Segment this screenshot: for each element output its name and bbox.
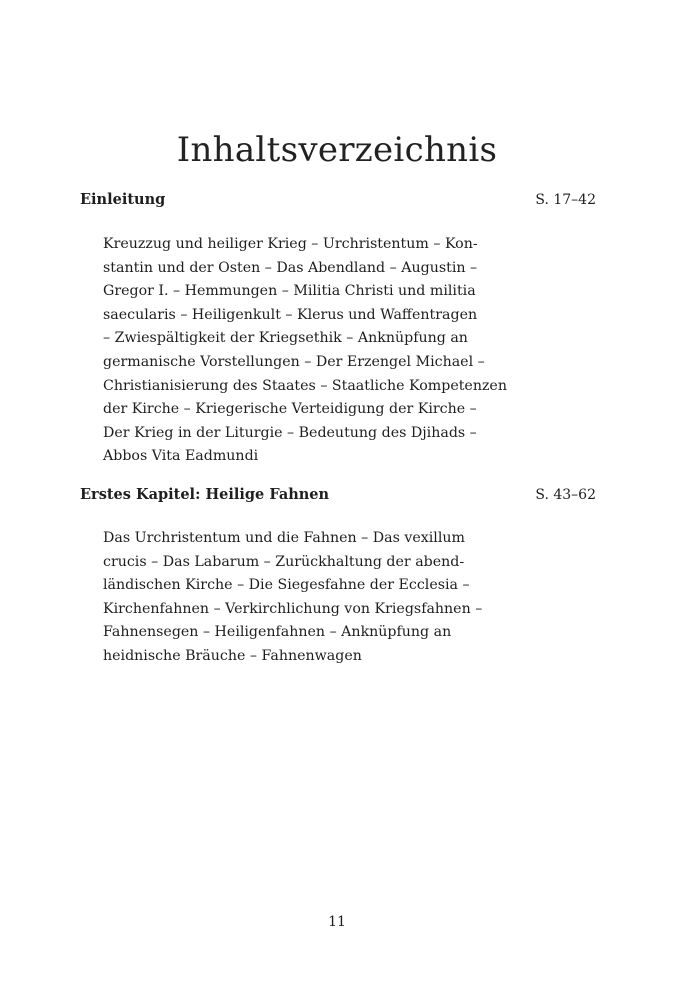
section-page-range: S. 43–62 [535,487,596,503]
summary-line: Christianisierung des Staates – Staatliche Kompetenzen [103,377,507,394]
summary-line: Abbos Vita Eadmundi [103,448,259,465]
section-page-range: S. 17–42 [535,192,596,208]
summary-line: ländischen Kirche – Die Siegesfahne der Ecclesia – [103,577,470,594]
section-title: Erstes Kapitel: Heilige Fahnen [80,486,330,503]
summary-line: Das Urchristentum und die Fahnen – Das vexillum [103,530,465,546]
summary-line: crucis – Das Labarum – Zurückhaltung der abend- [103,553,465,570]
summary-line: germanische Vorstellungen – Der Erzengel Michael – [103,353,485,370]
page-number: 11 [328,914,346,930]
summary-line: – Zwiespältigkeit der Kriegsethik – Anknüpfung an [103,330,468,347]
summary-line: Kreuzzug und heiliger Krieg – Urchristentum – Kon- [103,236,478,252]
section-heading-row [80,188,596,212]
summary-line: heidnische Bräuche – Fahnenwagen [103,647,362,664]
summary-line: Der Krieg in der Liturgie – Bedeutung des Djihads – [103,424,477,441]
section-summary [103,233,507,469]
section-summary [103,527,483,669]
section-title: Einleitung [80,191,166,208]
summary-line: der Kirche – Kriegerische Verteidigung der Kirche – [103,401,477,418]
summary-line: stantin und der Osten – Das Abendland – Augustin – [103,259,478,276]
summary-line: saecularis – Heiligenkult – Klerus und Waffentragen [103,306,478,323]
summary-line: Gregor I. – Hemmungen – Militia Christi und militia [103,283,476,300]
summary-line: Fahnensegen – Heiligenfahnen – Anknüpfung an [103,624,452,641]
page-title: Inhaltsverzeichnis [176,130,498,170]
section-heading-row [80,483,596,507]
summary-line: Kirchenfahnen – Verkirchlichung von Kriegsfahnen – [103,600,483,617]
